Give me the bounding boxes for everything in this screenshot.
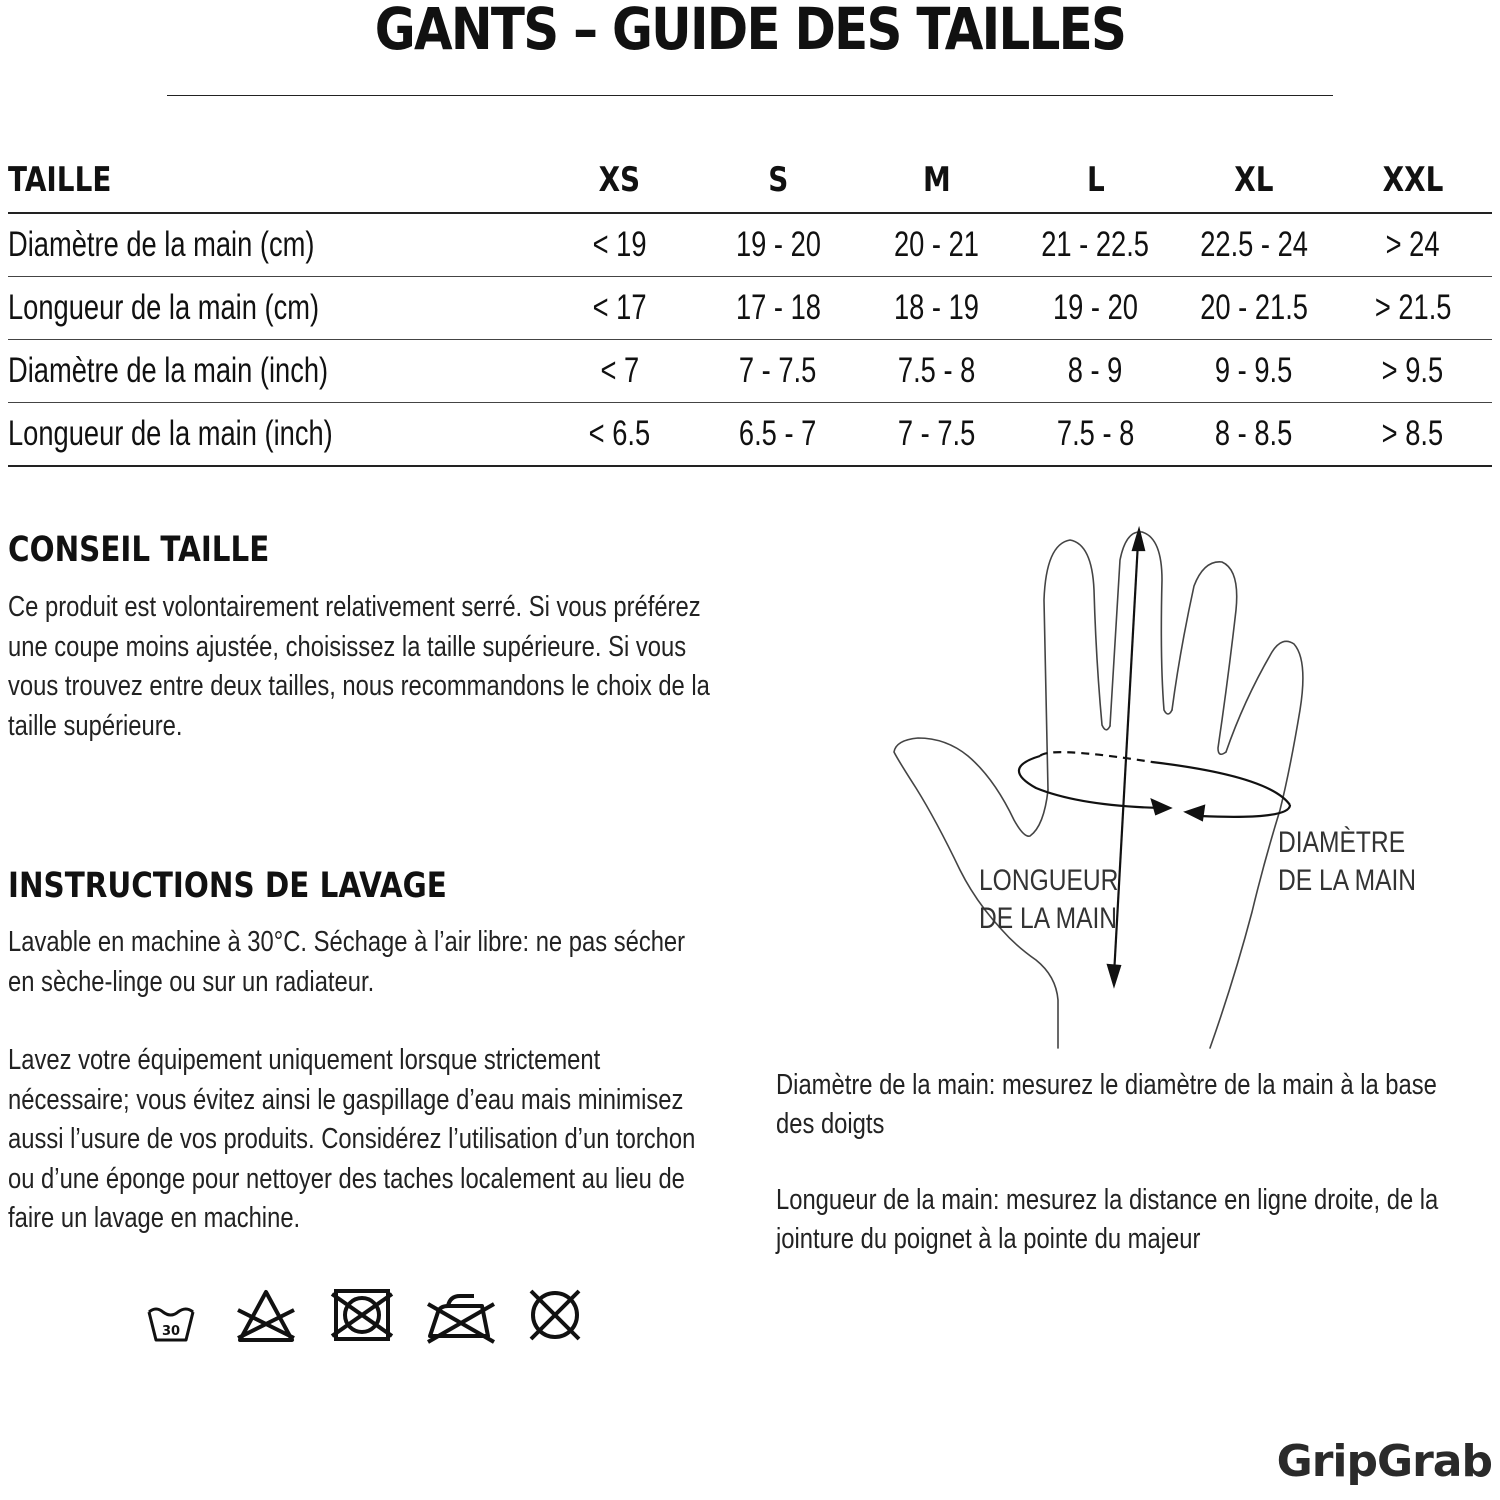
- table-header-label: TAILLE: [8, 148, 540, 213]
- table-cell: 7.5 - 8: [857, 340, 1016, 403]
- washing-text-2: Lavez votre équipement uniquement lorsque strictement nécessaire; vous évitez ainsi le gaspillage d’eau mais minimisez aussi l’usure de vos produits. Considérez l’utilisation d’un torchon ou d’une éponge pour nettoyer des taches localement au lieu de faire un lavage en machine.: [8, 1044, 696, 1234]
- diameter-note: Diamètre de la main: mesurez le diamètre de la main à la base des doigts: [776, 1069, 1437, 1140]
- length-label-line-1: LONGUEUR: [979, 864, 1119, 897]
- table-cell: 8 - 8.5: [1175, 403, 1334, 467]
- row-label: Longueur de la main (cm): [8, 277, 540, 340]
- title-divider: [167, 95, 1333, 96]
- table-row: [8, 340, 1492, 403]
- row-label: Diamètre de la main (cm): [8, 213, 540, 277]
- table-cell: > 21.5: [1333, 277, 1492, 340]
- column-header-xl: XL: [1175, 148, 1334, 213]
- table-cell: < 6.5: [540, 403, 699, 467]
- table-cell: > 8.5: [1333, 403, 1492, 467]
- row-label: Diamètre de la main (inch): [8, 340, 540, 403]
- no-bleach-icon: [236, 1288, 296, 1344]
- row-label: Longueur de la main (inch): [8, 403, 540, 467]
- no-dry-clean-icon: [526, 1286, 584, 1344]
- table-cell: 19 - 20: [1016, 277, 1175, 340]
- table-row: [8, 277, 1492, 340]
- wash-temperature-label: 30: [161, 1324, 181, 1339]
- table-cell: < 7: [540, 340, 699, 403]
- table-cell: > 24: [1333, 213, 1492, 277]
- washing-text-1: Lavable en machine à 30°C. Séchage à l’air libre: ne pas sécher en sèche-linge ou sur un radiateur.: [8, 926, 686, 998]
- table-cell: < 19: [540, 213, 699, 277]
- table-cell: 22.5 - 24: [1175, 213, 1334, 277]
- care-symbols: [140, 1282, 600, 1354]
- table-row: [8, 213, 1492, 277]
- no-tumble-dry-icon: [330, 1286, 394, 1344]
- diameter-arrow: [1019, 752, 1290, 820]
- no-iron-icon: [424, 1290, 498, 1344]
- column-header-m: M: [857, 148, 1016, 213]
- diameter-label-line-2: DE LA MAIN: [1278, 864, 1417, 897]
- table-cell: 7 - 7.5: [857, 403, 1016, 467]
- table-cell: 20 - 21.5: [1175, 277, 1334, 340]
- table-cell: 6.5 - 7: [699, 403, 858, 467]
- hand-outline: [894, 532, 1303, 1048]
- hand-measurement-diagram: [880, 520, 1310, 1060]
- washing-heading: INSTRUCTIONS DE LAVAGE: [8, 866, 447, 906]
- table-header-row: [8, 148, 1492, 213]
- page-title: GANTS – GUIDE DES TAILLES: [374, 0, 1126, 63]
- size-advice-heading: CONSEIL TAILLE: [8, 530, 270, 570]
- table-cell: 21 - 22.5: [1016, 213, 1175, 277]
- column-header-xxl: XXL: [1333, 148, 1492, 213]
- table-row: [8, 403, 1492, 467]
- diameter-label-line-1: DIAMÈTRE: [1278, 826, 1406, 859]
- table-cell: 18 - 19: [857, 277, 1016, 340]
- length-label-line-2: DE LA MAIN: [979, 902, 1118, 935]
- table-cell: > 9.5: [1333, 340, 1492, 403]
- brand-logo: GripGrab: [1276, 1436, 1492, 1487]
- table-cell: 19 - 20: [699, 213, 858, 277]
- column-header-xs: XS: [540, 148, 699, 213]
- wash-30-icon: [146, 1304, 196, 1344]
- table-cell: 7 - 7.5: [699, 340, 858, 403]
- length-note: Longueur de la main: mesurez la distance en ligne droite, de la jointure du poignet à la pointe du majeur: [776, 1184, 1439, 1255]
- column-header-l: L: [1016, 148, 1175, 213]
- table-cell: 7.5 - 8: [1016, 403, 1175, 467]
- table-cell: 8 - 9: [1016, 340, 1175, 403]
- size-table: [8, 148, 1492, 467]
- table-cell: 9 - 9.5: [1175, 340, 1334, 403]
- column-header-s: S: [699, 148, 858, 213]
- table-cell: 20 - 21: [857, 213, 1016, 277]
- table-cell: < 17: [540, 277, 699, 340]
- table-cell: 17 - 18: [699, 277, 858, 340]
- size-advice-text: Ce produit est volontairement relativement serré. Si vous préférez une coupe moins ajustée, choisissez la taille supérieure. Si vous vous trouvez entre deux tailles, nous recommandons le choix de la taille supérieure.: [8, 591, 710, 742]
